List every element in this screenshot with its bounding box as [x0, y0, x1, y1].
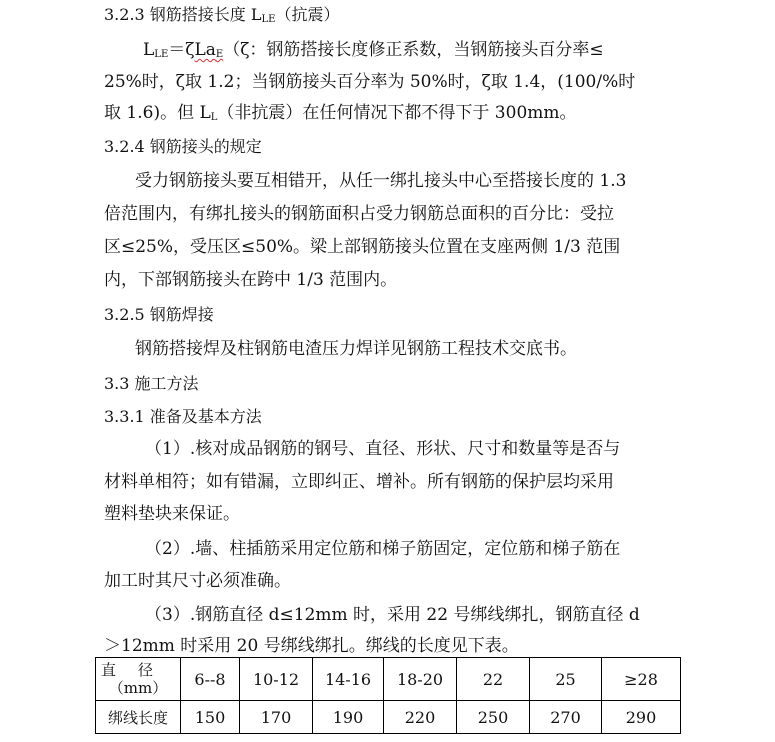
section-3-3-heading: 3.3 施工方法 [104, 374, 199, 393]
list-item-continued: ＞12mm 时采用 20 号绑线绑扎。绑线的长度见下表。 [104, 636, 519, 656]
table-cell-diameter: 10-12 [240, 658, 313, 701]
section-3-2-5-heading: 3.2.5 钢筋焊接 [104, 305, 214, 324]
paragraph-line: 25%时，ζ取 1.2；当钢筋接头百分率为 50%时，ζ取 1.4，(100/%时 [104, 72, 636, 92]
formula-line: $L_{LE}=\zeta La_E(\zeta$：钢筋搭接长度修正系数，当钢筋接头百分率≤ [143, 40, 604, 60]
table-cell-diameter: 6--8 [181, 658, 240, 701]
table-header-length: 绑线长度 [96, 701, 181, 734]
table-cell-length: 250 [457, 701, 530, 734]
list-item-continued: 材料单相符；如有错漏，立即纠正、增补。所有钢筋的保护层均采用 [104, 472, 614, 492]
list-item: （2）.墙、柱插筋采用定位筋和梯子筋固定，定位筋和梯子筋在 [145, 539, 621, 559]
section-3-2-4-heading: 3.2.4 钢筋接头的规定 [104, 137, 262, 156]
table-cell-length: 190 [313, 701, 384, 734]
table-cell-length: 220 [384, 701, 457, 734]
list-item: （3）.钢筋直径 d≤12mm 时，采用 22 号绑线绑扎，钢筋直径 d [145, 605, 640, 625]
table-row-diameter [96, 658, 681, 701]
list-item-continued: 加工时其尺寸必须准确。 [104, 571, 291, 591]
section-3-2-3-heading: 3.2.3 钢筋搭接长度 $L_{LE}$（抗震） [104, 5, 340, 25]
table-cell-diameter: 18-20 [384, 658, 457, 701]
paragraph-line: 受力钢筋接头要互相错开，从任一绑扎接头中心至搭接长度的 1.3 [135, 171, 627, 191]
table-cell-diameter: 22 [457, 658, 530, 701]
table-row-length [96, 701, 681, 734]
wire-length-table [95, 657, 681, 734]
paragraph-line: 钢筋搭接焊及柱钢筋电渣压力焊详见钢筋工程技术交底书。 [135, 339, 577, 359]
paragraph-line: 倍范围内，有绑扎接头的钢筋面积占受力钢筋总面积的百分比：受拉 [104, 204, 614, 224]
paragraph-line: 内，下部钢筋接头在跨中 1/3 范围内。 [104, 270, 398, 290]
section-3-3-1-heading: 3.3.1 准备及基本方法 [104, 407, 262, 426]
table-cell-length: 170 [240, 701, 313, 734]
table-cell-length: 290 [602, 701, 681, 734]
formula-la: $La_E$ [194, 40, 224, 60]
table-cell-diameter: 14-16 [313, 658, 384, 701]
list-item: （1）.核对成品钢筋的钢号、直径、形状、尺寸和数量等是否与 [145, 439, 621, 459]
table-cell-diameter: 25 [530, 658, 602, 701]
paragraph-line: 取 1.6)。但 $L_L$（非抗震）在任何情况下都不得下于 300mm。 [104, 103, 577, 123]
table-cell-diameter: ≥28 [602, 658, 681, 701]
list-item-continued: 塑料垫块来保证。 [104, 504, 240, 524]
table-cell-length: 150 [181, 701, 240, 734]
paragraph-line: 区≤25%，受压区≤50%。梁上部钢筋接头位置在支座两侧 1/3 范围 [104, 237, 621, 257]
table-cell-length: 270 [530, 701, 602, 734]
table-header-diameter: 直径 （mm） [96, 658, 181, 701]
